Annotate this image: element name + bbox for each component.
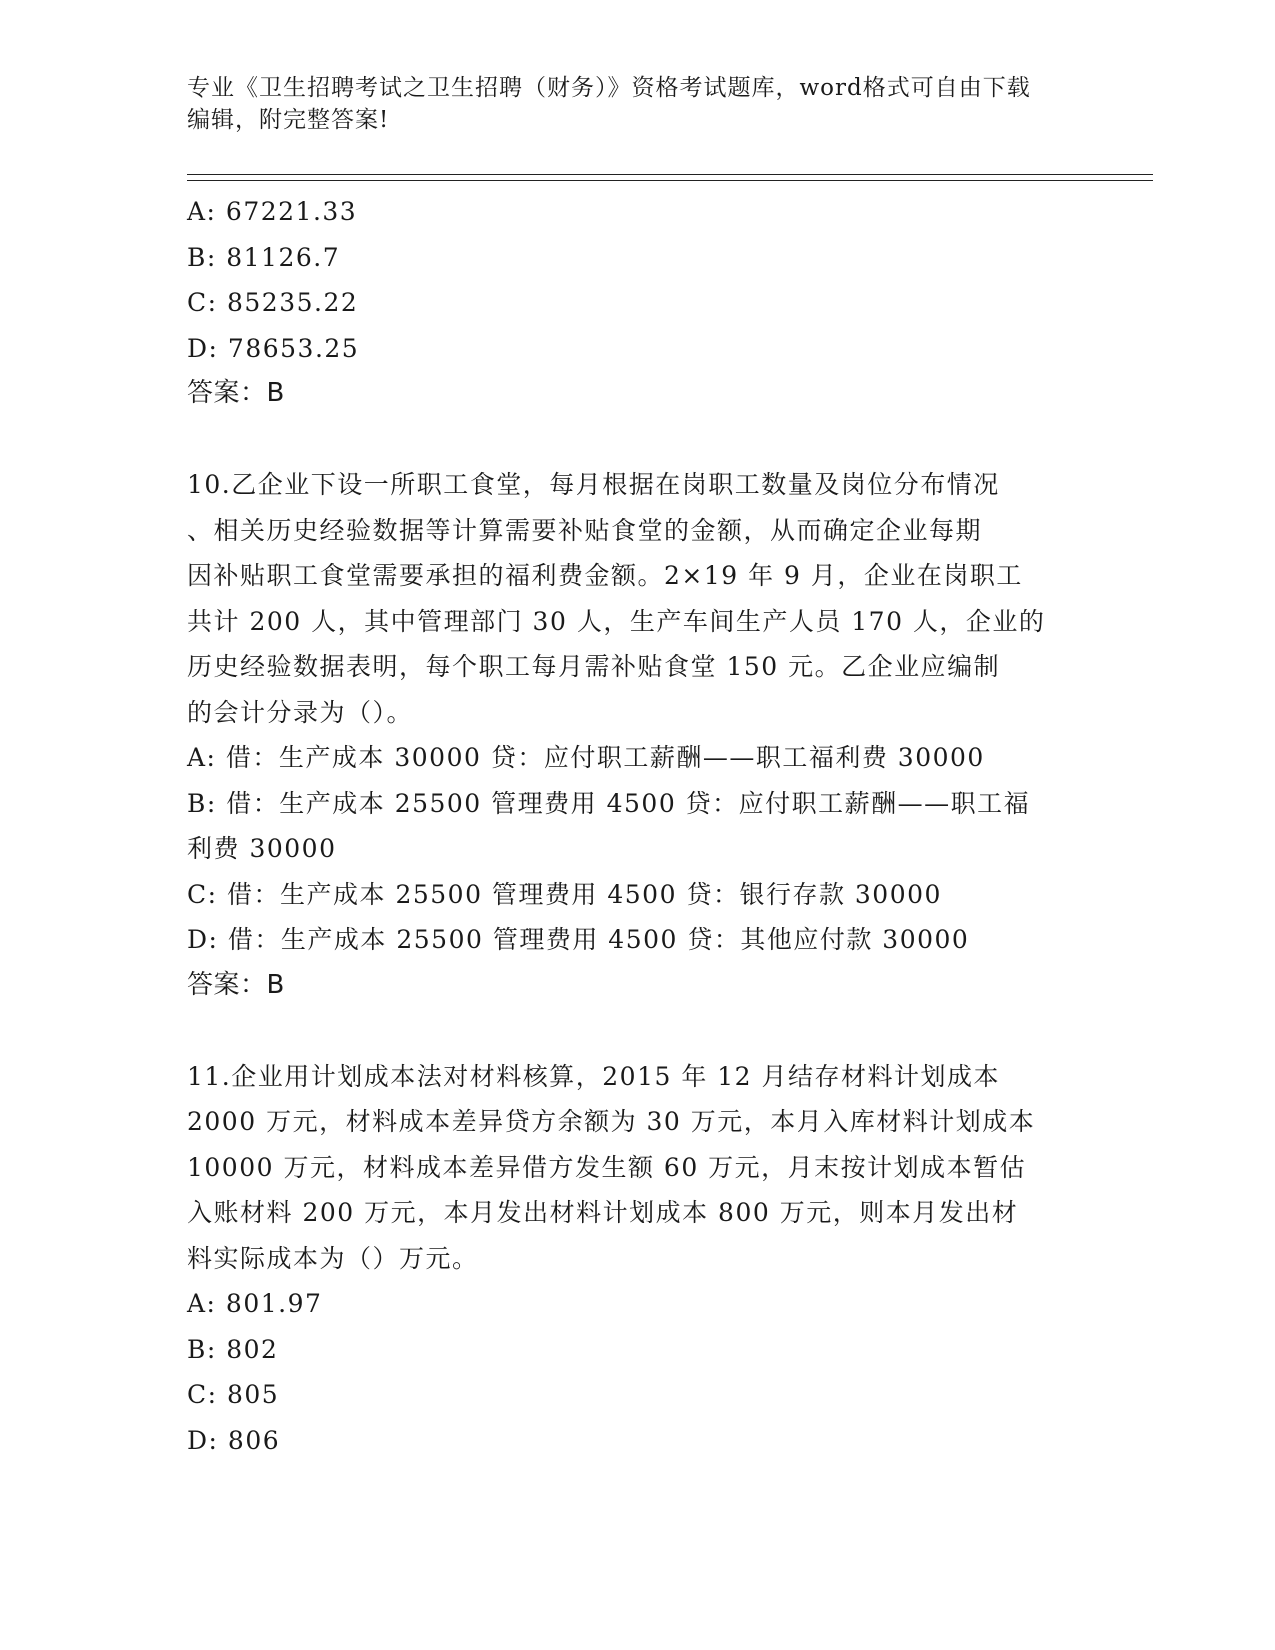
option-b: B: 借：生产成本 25500 管理费用 4500 贷：应付职工薪酬——职工福 — [187, 788, 1031, 818]
question-11 — [187, 1054, 1087, 1464]
option-b: B: 81126.7 — [187, 242, 341, 272]
question-9-options — [187, 189, 1087, 371]
header-divider-bottom — [187, 180, 1153, 181]
question-line: 历史经验数据表明，每个职工每月需补贴食堂 150 元。乙企业应编制 — [187, 652, 1001, 681]
question-line: 共计 200 人，其中管理部门 30 人，生产车间生产人员 170 人，企业的 — [187, 606, 1046, 636]
option-a: A: 借：生产成本 30000 贷：应付职工薪酬——职工福利费 30000 — [187, 743, 985, 772]
option-b: B: 802 — [187, 1334, 279, 1364]
question-10-text — [187, 462, 1087, 735]
header-line-1: 专业《卫生招聘考试之卫生招聘（财务）》资格考试题库，word格式可自由下载 — [187, 75, 1031, 101]
spacer — [187, 417, 1087, 463]
header-line-2: 编辑，附完整答案! — [187, 107, 390, 133]
question-10-answer: 答案：B — [187, 969, 285, 1000]
question-line: 、相关历史经验数据等计算需要补贴食堂的金额，从而确定企业每期 — [187, 515, 983, 545]
question-line: 2000 万元，材料成本差异贷方余额为 30 万元，本月入库材料计划成本 — [187, 1107, 1036, 1136]
question-line: 入账材料 200 万元，本月发出材料计划成本 800 万元，则本月发出材 — [187, 1198, 1019, 1227]
question-10 — [187, 462, 1087, 1008]
question-line: 11.企业用计划成本法对材料核算，2015 年 12 月结存材料计划成本 — [187, 1061, 1001, 1091]
option-c: C: 借：生产成本 25500 管理费用 4500 贷：银行存款 30000 — [187, 879, 942, 909]
option-d: D: 806 — [187, 1425, 281, 1455]
document-body — [187, 189, 1087, 1463]
header-divider-top — [187, 174, 1153, 175]
document-header — [187, 72, 1067, 136]
option-a: A: 67221.33 — [187, 197, 358, 226]
question-9-answer: 答案：B — [187, 378, 285, 408]
question-line: 10.乙企业下设一所职工食堂，每月根据在岗职工数量及岗位分布情况 — [187, 470, 1000, 499]
spacer — [187, 1008, 1087, 1054]
option-d: D: 78653.25 — [187, 333, 360, 363]
option-b-continued: 利费 30000 — [187, 834, 337, 863]
option-c: C: 85235.22 — [187, 288, 359, 317]
question-line: 的会计分录为（）。 — [187, 697, 414, 727]
question-11-text — [187, 1054, 1087, 1282]
question-line: 因补贴职工食堂需要承担的福利费金额。2×19 年 9 月，企业在岗职工 — [187, 561, 1023, 590]
option-a: A: 801.97 — [187, 1289, 323, 1318]
question-line: 10000 万元，材料成本差异借方发生额 60 万元，月末按计划成本暂估 — [187, 1152, 1027, 1182]
option-c: C: 805 — [187, 1380, 280, 1409]
question-line: 料实际成本为（）万元。 — [187, 1243, 479, 1273]
option-d: D: 借：生产成本 25500 管理费用 4500 贷：其他应付款 30000 — [187, 925, 970, 954]
